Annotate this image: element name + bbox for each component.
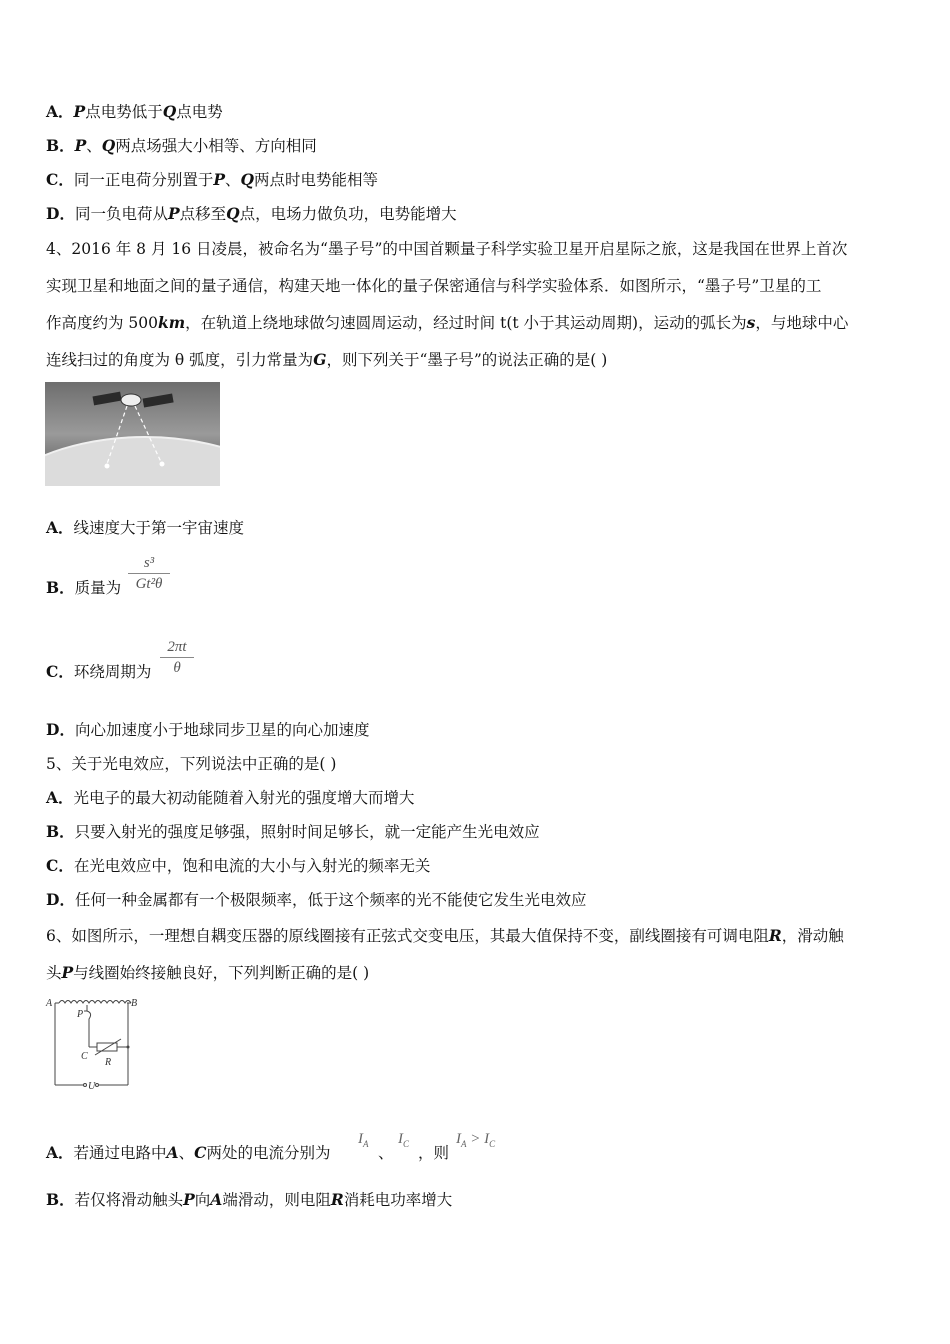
q4-option-b [46, 578, 121, 598]
var-q: Q [226, 204, 240, 223]
option-label: D． [46, 204, 75, 223]
option-label: A． [46, 102, 74, 121]
q5-option-c [46, 856, 430, 876]
option-text: 向 [194, 1191, 211, 1209]
separator: 、 [225, 171, 241, 189]
var-p: P [73, 102, 86, 121]
option-text: 光电子的最大初动能随着入射光的强度增大而增大 [73, 789, 415, 807]
subscript: A [363, 1139, 369, 1149]
subscript: A [461, 1139, 467, 1149]
symbol: I [456, 1131, 461, 1147]
option-label: B． [46, 1190, 75, 1209]
q6-option-b [46, 1190, 452, 1210]
unit-km: km [158, 313, 186, 332]
q5-option-d [46, 890, 586, 910]
q3-option-c [46, 170, 378, 190]
symbol: I [484, 1131, 490, 1147]
current-ia [358, 1131, 369, 1149]
var-p: P [61, 963, 74, 982]
option-text: 线速度大于第一宇宙速度 [73, 519, 245, 537]
option-text: 任何一种金属都有一个极限频率，低于这个频率的光不能使它发生光电效应 [74, 891, 587, 909]
option-text: 环绕周期为 [73, 663, 152, 681]
q4-option-a [46, 518, 244, 538]
text: ，则下列关于“墨子号”的说法正确的是( ) [326, 351, 608, 369]
current-ic [398, 1131, 409, 1149]
option-label: C． [46, 170, 74, 189]
label-c: C [81, 1051, 88, 1062]
current-comparison [456, 1131, 495, 1149]
comma-sep: 、 [378, 1144, 394, 1162]
greater-than: > [466, 1131, 485, 1147]
option-text: 端滑动，则电阻 [222, 1191, 331, 1209]
option-text: 若仅将滑动触头 [74, 1191, 184, 1209]
q3-option-d [46, 204, 457, 224]
separator: 、 [86, 137, 102, 155]
option-label: B． [46, 578, 75, 597]
label-u: U [88, 1081, 96, 1092]
q6-stem-line2 [46, 963, 369, 983]
var-q: Q [240, 170, 255, 189]
option-text: 点电势 [176, 103, 223, 121]
option-text: 同一负电荷从 [74, 205, 168, 223]
option-text: 向心加速度小于地球同步卫星的向心加速度 [74, 721, 370, 739]
var-r: R [768, 926, 782, 945]
fraction-denominator: θ [160, 657, 194, 678]
fraction-denominator: Gt²θ [128, 573, 170, 594]
var-p: P [183, 1190, 195, 1209]
text: 6、如图所示，一理想自耦变压器的原线圈接有正弦式交变电压，其最大值保持不变，副线圈接有可调电阻 [46, 927, 769, 945]
autotransformer-circuit-diagram [45, 995, 145, 1093]
subscript: C [489, 1139, 496, 1149]
q4-stem-line2: 实现卫星和地面之间的量子通信，构建天地一体化的量子保密通信与科学实验体系．如图所示，“墨子号”卫星的工 [46, 277, 822, 295]
option-text: 两处的电流分别为 [206, 1144, 331, 1162]
fraction-numerator: s³ [143, 555, 155, 571]
q5-option-b [46, 822, 540, 842]
var-q: Q [162, 102, 177, 121]
text: 头 [46, 964, 62, 982]
option-label: B． [46, 822, 75, 841]
q4-stem-line4 [46, 350, 607, 370]
q3-option-a [46, 102, 223, 122]
option-label: A． [46, 518, 74, 537]
option-text: 两点时电势能相等 [254, 171, 379, 189]
option-text: 点电势低于 [85, 103, 163, 121]
option-label: A． [46, 1143, 74, 1162]
q3-option-b [46, 136, 317, 156]
q4-stem-line1: 4、2016 年 8 月 16 日凌晨，被命名为“墨子号”的中国首颗量子科学实验卫星开启星际之旅，这是我国在世界上首次 [46, 240, 848, 258]
separator: 、 [178, 1144, 195, 1162]
option-text: 质量为 [74, 579, 122, 597]
label-r: R [105, 1057, 112, 1068]
option-text: 两点场强大小相等、方向相同 [115, 137, 317, 155]
option-text: 在光电效应中，饱和电流的大小与入射光的频率无关 [73, 857, 431, 875]
var-s: s [746, 313, 756, 332]
option-text: 若通过电路中 [73, 1144, 167, 1162]
label-p: P [77, 1009, 84, 1020]
q4-option-d [46, 720, 369, 740]
var-p: P [74, 136, 87, 155]
option-label: D． [46, 890, 75, 909]
text: ，与地球中心 [755, 314, 849, 332]
symbol: I [398, 1131, 403, 1147]
label-a: A [46, 998, 53, 1009]
symbol: I [358, 1131, 363, 1147]
option-text: 点移至 [179, 205, 227, 223]
option-text: 点，电场力做负功，电势能增大 [239, 205, 457, 223]
q4-stem-line3 [46, 313, 848, 333]
text: 连线扫过的角度为 θ 弧度，引力常量为 [46, 351, 314, 369]
var-a: A [166, 1143, 179, 1162]
option-text: 只要入射光的强度足够强，照射时间足够长，就一定能产生光电效应 [74, 823, 540, 841]
var-g: G [313, 350, 327, 369]
option-label: B． [46, 136, 75, 155]
text: ，在轨道上绕地球做匀速圆周运动，经过时间 t(t 小于其运动周期)，运动的弧长为 [185, 314, 747, 332]
var-p: P [213, 170, 226, 189]
fraction-numerator: 2πt [167, 639, 187, 655]
q5-option-a [46, 788, 415, 808]
subscript: C [403, 1139, 410, 1149]
var-r: R [330, 1190, 344, 1209]
var-q: Q [101, 136, 116, 155]
text: ，滑动触 [781, 927, 844, 945]
option-label: C． [46, 662, 74, 681]
option-text: 同一正电荷分别置于 [73, 171, 214, 189]
satellite-earth-image [45, 382, 220, 486]
period-fraction [160, 637, 194, 678]
mass-fraction [128, 553, 170, 594]
option-label: C． [46, 856, 74, 875]
option-label: D． [46, 720, 75, 739]
var-c: C [194, 1143, 207, 1162]
option-text: 消耗电功率增大 [343, 1191, 453, 1209]
q5-stem: 5、关于光电效应，下列说法中正确的是( ) [46, 755, 337, 773]
text: 作高度约为 500 [46, 314, 159, 332]
text: 与线圈始终接触良好，下列判断正确的是( ) [73, 964, 370, 982]
var-a: A [210, 1190, 223, 1209]
var-p: P [167, 204, 180, 223]
q6-option-a [46, 1143, 330, 1163]
q6-stem-line1 [46, 926, 844, 946]
option-text: ，则 [418, 1144, 450, 1162]
option-label: A． [46, 788, 74, 807]
label-b: B [131, 998, 138, 1009]
q4-option-c [46, 662, 151, 682]
